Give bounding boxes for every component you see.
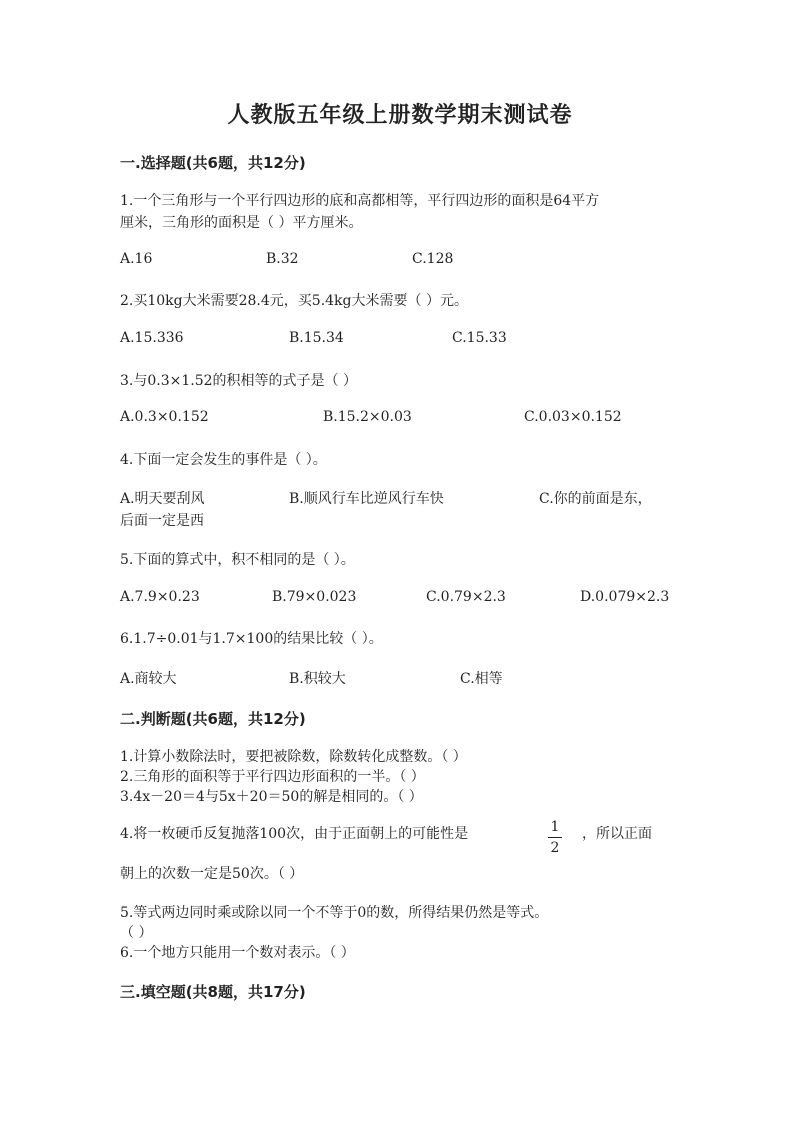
- question-2-option-a: A.15.336: [120, 330, 184, 346]
- question-4-option-c: C.你的前面是东，: [539, 491, 652, 507]
- question-4-option-c-continued: 后面一定是西: [120, 513, 204, 529]
- judge-question-4-line-1-tail: ，所以正面: [582, 826, 652, 842]
- question-2-option-c: C.15.33: [452, 330, 507, 346]
- question-3-option-b: B.15.2×0.03: [323, 409, 412, 425]
- question-2-text: 2.买10kg大米需要28.4元，买5.4kg大米需要（ ）元。: [120, 293, 468, 309]
- question-5-option-b: B.79×0.023: [272, 589, 357, 605]
- section-heading-judge: 二.判断题(共6题，共12分): [120, 710, 306, 728]
- fraction-denominator: 2: [550, 840, 560, 856]
- question-1-line-2: 厘米，三角形的面积是（ ）平方厘米。: [120, 215, 363, 231]
- judge-question-3: 3.4x－20＝4与5x＋20＝50的解是相同的。（ ）: [120, 789, 423, 805]
- question-6-text: 6.1.7÷0.01与1.7×100的结果比较（ ）。: [120, 631, 383, 647]
- judge-question-5-line-2: （ ）: [120, 925, 153, 941]
- judge-question-4-line-1: 4.将一枚硬币反复抛落100次，由于正面朝上的可能性是: [120, 826, 469, 842]
- question-5-option-d: D.0.079×2.3: [580, 589, 670, 605]
- question-4-text: 4.下面一定会发生的事件是（ ）。: [120, 452, 327, 468]
- question-4-option-b: B.顺风行车比逆风行车快: [289, 491, 444, 507]
- question-6-option-c: C.相等: [460, 671, 503, 687]
- section-heading-fill-blank: 三.填空题(共8题，共17分): [120, 983, 306, 1001]
- question-5-option-a: A.7.9×0.23: [120, 589, 200, 605]
- question-1-line-1: 1.一个三角形与一个平行四边形的底和高都相等，平行四边形的面积是64平方: [120, 193, 600, 209]
- question-3-option-a: A.0.3×0.152: [120, 409, 209, 425]
- question-5-text: 5.下面的算式中，积不相同的是（ ）。: [120, 552, 355, 568]
- question-5-option-c: C.0.79×2.3: [426, 589, 506, 605]
- judge-question-1: 1.计算小数除法时，要把被除数，除数转化成整数。（ ）: [120, 749, 467, 765]
- judge-question-6: 6.一个地方只能用一个数对表示。（ ）: [120, 945, 355, 961]
- fraction-one-half: [548, 818, 562, 857]
- question-4-option-a: A.明天要刮风: [120, 491, 205, 507]
- judge-question-5-line-1: 5.等式两边同时乘或除以同一个不等于0的数，所得结果仍然是等式。: [120, 905, 549, 921]
- question-1-option-a: A.16: [120, 251, 153, 267]
- judge-question-2: 2.三角形的面积等于平行四边形面积的一半。（ ）: [120, 769, 425, 785]
- question-1-option-b: B.32: [266, 251, 299, 267]
- section-heading-choice: 一.选择题(共6题，共12分): [120, 154, 306, 172]
- question-3-text: 3.与0.3×1.52的积相等的式子是（ ）: [120, 373, 357, 389]
- judge-question-4-line-2: 朝上的次数一定是50次。（ ）: [120, 866, 304, 882]
- fraction-bar: [548, 837, 562, 838]
- question-2-option-b: B.15.34: [289, 330, 344, 346]
- page-title: 人教版五年级上册数学期末测试卷: [227, 103, 573, 128]
- fraction-numerator: 1: [550, 819, 560, 835]
- question-6-option-b: B.积较大: [289, 671, 346, 687]
- question-6-option-a: A.商较大: [120, 671, 177, 687]
- question-3-option-c: C.0.03×0.152: [524, 409, 622, 425]
- question-1-option-c: C.128: [412, 251, 454, 267]
